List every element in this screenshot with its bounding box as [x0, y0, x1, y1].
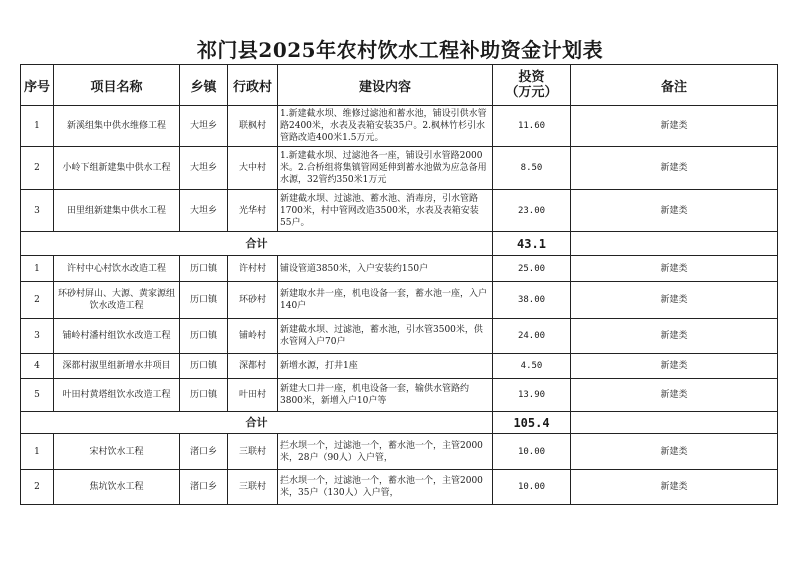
cell-town: 历口镇: [180, 319, 228, 354]
cell-remark: 新建类: [571, 256, 778, 282]
cell-name: 铺岭村潘村组饮水改造工程: [54, 319, 180, 354]
cell-invest: 38.00: [493, 282, 571, 319]
header-town: 乡镇: [180, 65, 228, 106]
cell-village: 叶田村: [228, 379, 278, 412]
table-row: [21, 379, 778, 412]
cell-seq: 1: [21, 434, 54, 470]
cell-name: 许村中心村饮水改造工程: [54, 256, 180, 282]
cell-village: 深都村: [228, 354, 278, 379]
cell-name: 宋村饮水工程: [54, 434, 180, 470]
header-village: 行政村: [228, 65, 278, 106]
cell-remark: 新建类: [571, 106, 778, 147]
cell-name: 小岭下组新建集中供水工程: [54, 147, 180, 190]
cell-name: 叶田村黄塔组饮水改造工程: [54, 379, 180, 412]
cell-town: 大坦乡: [180, 147, 228, 190]
cell-content: 1.新建截水坝、过滤池各一座，铺设引水管路2000米。2.合桥组将集镇管网延伸到蓄水池做为应急备用水源，32管约350米1万元: [278, 147, 493, 190]
funding-plan-table: [20, 64, 778, 505]
cell-town: 历口镇: [180, 282, 228, 319]
table-row: [21, 282, 778, 319]
cell-village: 光华村: [228, 190, 278, 232]
table-row: [21, 106, 778, 147]
cell-remark: 新建类: [571, 190, 778, 232]
cell-invest: 23.00: [493, 190, 571, 232]
cell-content: 新建大口井一座，机电设备一套，输供水管路约3800米，新增入户10户等: [278, 379, 493, 412]
cell-invest: 10.00: [493, 434, 571, 470]
cell-invest: 24.00: [493, 319, 571, 354]
cell-remark: 新建类: [571, 379, 778, 412]
cell-seq: 2: [21, 470, 54, 505]
cell-seq: 3: [21, 319, 54, 354]
cell-town: 大坦乡: [180, 106, 228, 147]
cell-town: 历口镇: [180, 354, 228, 379]
cell-town: 历口镇: [180, 379, 228, 412]
header-remark: 备注: [571, 65, 778, 106]
cell-town: 渚口乡: [180, 434, 228, 470]
subtotal-row: [21, 412, 778, 434]
subtotal-label: 合计: [21, 232, 493, 256]
subtotal-remark: [571, 412, 778, 434]
cell-invest: 25.00: [493, 256, 571, 282]
header-seq: 序号: [21, 65, 54, 106]
cell-name: 新溪组集中供水维修工程: [54, 106, 180, 147]
cell-seq: 1: [21, 256, 54, 282]
cell-invest: 13.90: [493, 379, 571, 412]
table-row: [21, 434, 778, 470]
cell-village: 环砂村: [228, 282, 278, 319]
cell-village: 三联村: [228, 434, 278, 470]
subtotal-remark: [571, 232, 778, 256]
cell-remark: 新建类: [571, 282, 778, 319]
cell-content: 拦水坝一个，过滤池一个，蓄水池一个，主管2000米，35户（130人）入户管，: [278, 470, 493, 505]
subtotal-value: 105.4: [493, 412, 571, 434]
cell-seq: 2: [21, 147, 54, 190]
cell-invest: 4.50: [493, 354, 571, 379]
cell-seq: 3: [21, 190, 54, 232]
cell-name: 焦坑饮水工程: [54, 470, 180, 505]
cell-name: 田里组新建集中供水工程: [54, 190, 180, 232]
cell-content: 铺设管道3850米，入户安装约150户: [278, 256, 493, 282]
table-row: [21, 147, 778, 190]
cell-remark: 新建类: [571, 147, 778, 190]
cell-village: 许村村: [228, 256, 278, 282]
subtotal-value: 43.1: [493, 232, 571, 256]
cell-town: 历口镇: [180, 256, 228, 282]
cell-seq: 5: [21, 379, 54, 412]
table-row: [21, 470, 778, 505]
subtotal-label: 合计: [21, 412, 493, 434]
page-title: 祁门县2025年农村饮水工程补助资金计划表: [196, 38, 604, 62]
cell-content: 新增水源，打井1座: [278, 354, 493, 379]
cell-remark: 新建类: [571, 354, 778, 379]
table-row: [21, 354, 778, 379]
cell-content: 拦水坝一个，过滤池一个，蓄水池一个，主管2000米，28户（90人）入户管，: [278, 434, 493, 470]
table-row: [21, 190, 778, 232]
header-row: [21, 65, 778, 106]
cell-invest: 11.60: [493, 106, 571, 147]
cell-remark: 新建类: [571, 470, 778, 505]
cell-seq: 2: [21, 282, 54, 319]
cell-seq: 1: [21, 106, 54, 147]
cell-village: 联枫村: [228, 106, 278, 147]
header-content: 建设内容: [278, 65, 493, 106]
cell-content: 1.新建截水坝、维修过滤池和蓄水池，铺设引供水管路2400米，水表及表箱安装35户。2.枫林竹杉引水管路改造400米1.5万元。: [278, 106, 493, 147]
header-name: 项目名称: [54, 65, 180, 106]
cell-village: 三联村: [228, 470, 278, 505]
header-invest: 投资 （万元）: [493, 65, 571, 106]
cell-remark: 新建类: [571, 434, 778, 470]
cell-content: 新建截水坝、过滤池、蓄水池、消毒房，引水管路1700米，村中管网改造3500米，水表及表箱安装55户。: [278, 190, 493, 232]
cell-remark: 新建类: [571, 319, 778, 354]
table-row: [21, 256, 778, 282]
cell-invest: 8.50: [493, 147, 571, 190]
cell-name: 环砂村屏山、大源、黄家源组饮水改造工程: [54, 282, 180, 319]
cell-village: 铺岭村: [228, 319, 278, 354]
cell-invest: 10.00: [493, 470, 571, 505]
table-row: [21, 319, 778, 354]
cell-town: 渚口乡: [180, 470, 228, 505]
cell-seq: 4: [21, 354, 54, 379]
cell-content: 新建取水井一座，机电设备一套，蓄水池一座，入户140户: [278, 282, 493, 319]
cell-name: 深都村淑里组新增水井项目: [54, 354, 180, 379]
cell-village: 大中村: [228, 147, 278, 190]
cell-town: 大坦乡: [180, 190, 228, 232]
cell-content: 新建截水坝、过滤池，蓄水池，引水管3500米，供水管网入户70户: [278, 319, 493, 354]
subtotal-row: [21, 232, 778, 256]
